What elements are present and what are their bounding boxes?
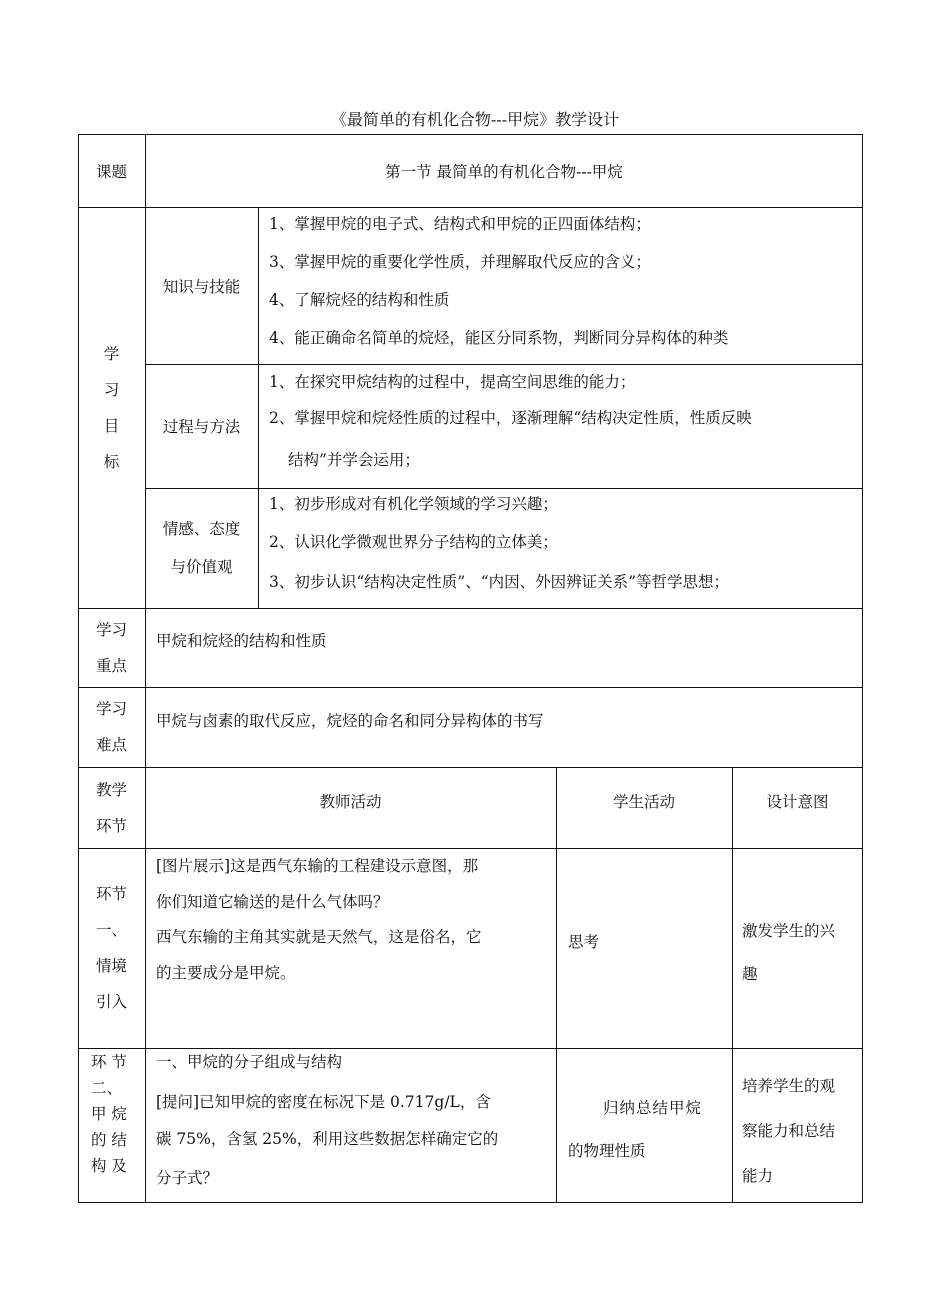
design-intent-line: 察能力和总结 xyxy=(742,1122,836,1140)
objective-item: 2、掌握甲烷和烷烃性质的过程中，逐渐理解“结构决定性质，性质反映 xyxy=(269,409,752,427)
teacher-activity-line: 一、甲烷的分子组成与结构 xyxy=(156,1053,343,1071)
teacher-activity-line: 西气东输的主角其实就是天然气，这是俗名，它 xyxy=(156,928,482,946)
design-intent-line: 激发学生的兴 xyxy=(742,922,836,940)
objective-item: 1、初步形成对有机化学领域的学习兴趣； xyxy=(269,495,558,513)
row-line-4 xyxy=(78,608,863,609)
objective-item: 3、初步认识“结构决定性质”、“内因、外因辨证关系”等哲学思想； xyxy=(269,573,730,591)
objective-item: 4、能正确命名简单的烷烃，能区分同系物，判断同分异构体的种类 xyxy=(269,329,729,347)
difficult-points-value: 甲烷与卤素的取代反应，烷烃的命名和同分异构体的书写 xyxy=(156,712,544,730)
objective-item: 1、在探究甲烷结构的过程中，提高空间思维的能力； xyxy=(269,373,636,391)
student-activity-line: 归纳总结甲烷 xyxy=(603,1099,703,1117)
teacher-activity-line: 的主要成分是甲烷。 xyxy=(156,964,296,982)
teacher-activity-header: 教师活动 xyxy=(319,793,382,811)
teacher-activity-line: 分子式？ xyxy=(156,1169,219,1187)
student-activity-header: 学生活动 xyxy=(612,793,675,811)
objective-group-label-process: 过程与方法 xyxy=(162,418,241,436)
stage-label: 环 节 二、 甲 烷 的 结 构 及 xyxy=(91,1053,127,1175)
student-activity: 思考 xyxy=(568,933,600,951)
process-header-label: 教学 环节 xyxy=(95,780,127,835)
table-border-bottom xyxy=(78,1202,863,1203)
teacher-activity-line: 碳 75%，含氢 25%，利用这些数据怎样确定它的 xyxy=(156,1130,499,1148)
table-border-right xyxy=(862,134,863,1203)
teacher-activity-line: [图片展示]这是西气东输的工程建设示意图，那 xyxy=(156,857,479,875)
teacher-activity-line: 你们知道它输送的是什么气体吗？ xyxy=(156,893,389,911)
key-points-label: 学习 重点 xyxy=(95,620,127,675)
row-line-7 xyxy=(78,848,863,849)
stage-label: 环节 一、 情境 引入 xyxy=(95,885,127,1011)
objective-item: 结构”并学会运用； xyxy=(288,451,420,469)
objective-item: 1、掌握甲烷的电子式、结构式和甲烷的正四面体结构； xyxy=(269,215,651,233)
page-title: 《最简单的有机化合物---甲烷》教学设计 xyxy=(330,110,620,129)
course-topic-label: 课题 xyxy=(95,162,127,181)
row-line-5 xyxy=(78,687,863,688)
objective-item: 4、了解烷烃的结构和性质 xyxy=(269,291,450,309)
objectives-label: 学 习 目 标 xyxy=(103,344,120,471)
design-intent-line: 能力 xyxy=(742,1167,774,1185)
objective-item: 3、掌握甲烷的重要化学性质，并理解取代反应的含义； xyxy=(269,253,651,271)
design-intent-header: 设计意图 xyxy=(766,793,829,811)
key-points-value: 甲烷和烷烃的结构和性质 xyxy=(156,632,327,650)
difficult-points-label: 学习 难点 xyxy=(95,700,127,754)
objective-item: 2、认识化学微观世界分子结构的立体美； xyxy=(269,533,558,551)
design-intent-line: 趣 xyxy=(742,965,758,983)
student-activity-line: 的物理性质 xyxy=(568,1142,646,1160)
course-topic-value: 第一节 最简单的有机化合物---甲烷 xyxy=(385,162,623,181)
design-intent-line: 培养学生的观 xyxy=(742,1077,836,1095)
row-line-8 xyxy=(78,1048,863,1049)
objective-group-label-knowledge: 知识与技能 xyxy=(162,277,241,296)
objective-group-label-values: 情感、态度 与价值观 xyxy=(162,520,241,576)
col-divider-subgroup xyxy=(258,207,259,609)
teacher-activity-line: [提问]已知甲烷的密度在标况下是 0.717g/L，含 xyxy=(156,1093,491,1111)
